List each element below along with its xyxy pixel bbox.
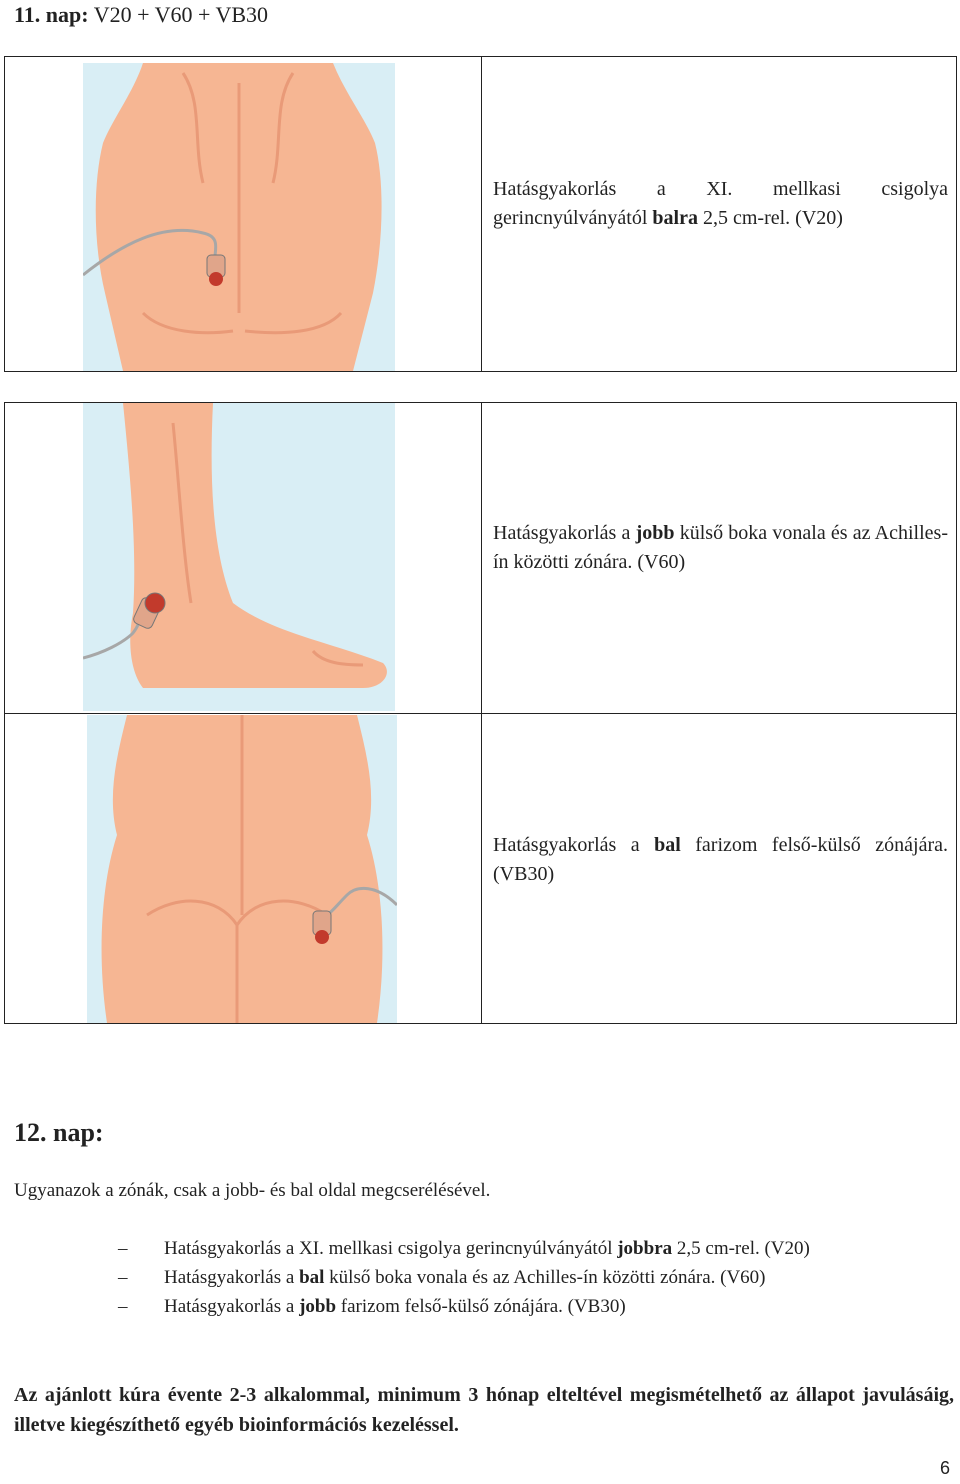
list-item: – Hatásgyakorlás a jobb farizom felső-külső zónájára. (VB30) xyxy=(118,1296,626,1317)
list-item: – Hatásgyakorlás a bal külső boka vonala és az Achilles-ín közötti zónára. (V60) xyxy=(118,1267,766,1288)
row-2-text: Hatásgyakorlás a jobb külső boka vonala és az Achilles-ín közötti zónára. (V60) xyxy=(493,522,948,573)
treatment-table-2 xyxy=(4,402,957,1024)
day-12-intro: Ugyanazok a zónák, csak a jobb- és bal oldal megcserélésével. xyxy=(14,1180,491,1201)
list-item: – Hatásgyakorlás a XI. mellkasi csigolya gerincnyúlványától jobbra 2,5 cm-rel. (V20) xyxy=(118,1238,810,1259)
treatment-table-1 xyxy=(4,56,957,372)
closing-paragraph: Az ajánlott kúra évente 2-3 alkalommal, minimum 3 hónap elteltével megismételhető az állapot javulásáig, illetve kiegészíthető egyéb bioinformációs kezeléssel. xyxy=(14,1384,954,1436)
day-11-title: 11. nap: xyxy=(14,2,89,27)
page-number: 6 xyxy=(939,1458,950,1478)
day-11-subtitle: V20 + V60 + VB30 xyxy=(93,2,269,27)
row-1-text: Hatásgyakorlás a XI. mellkasi csigolya gerincnyúlványától balra 2,5 cm-rel. (V20) xyxy=(493,178,948,229)
day-11-heading xyxy=(14,2,268,28)
day-12-title: 12. nap: xyxy=(14,1118,104,1147)
back-upper-illustration xyxy=(83,63,395,371)
row-3-text: Hatásgyakorlás a bal farizom felső-külső zónájára. (VB30) xyxy=(493,834,948,885)
buttock-illustration xyxy=(87,715,397,1023)
day-12-list xyxy=(118,1234,958,1321)
ankle-illustration xyxy=(83,403,395,711)
